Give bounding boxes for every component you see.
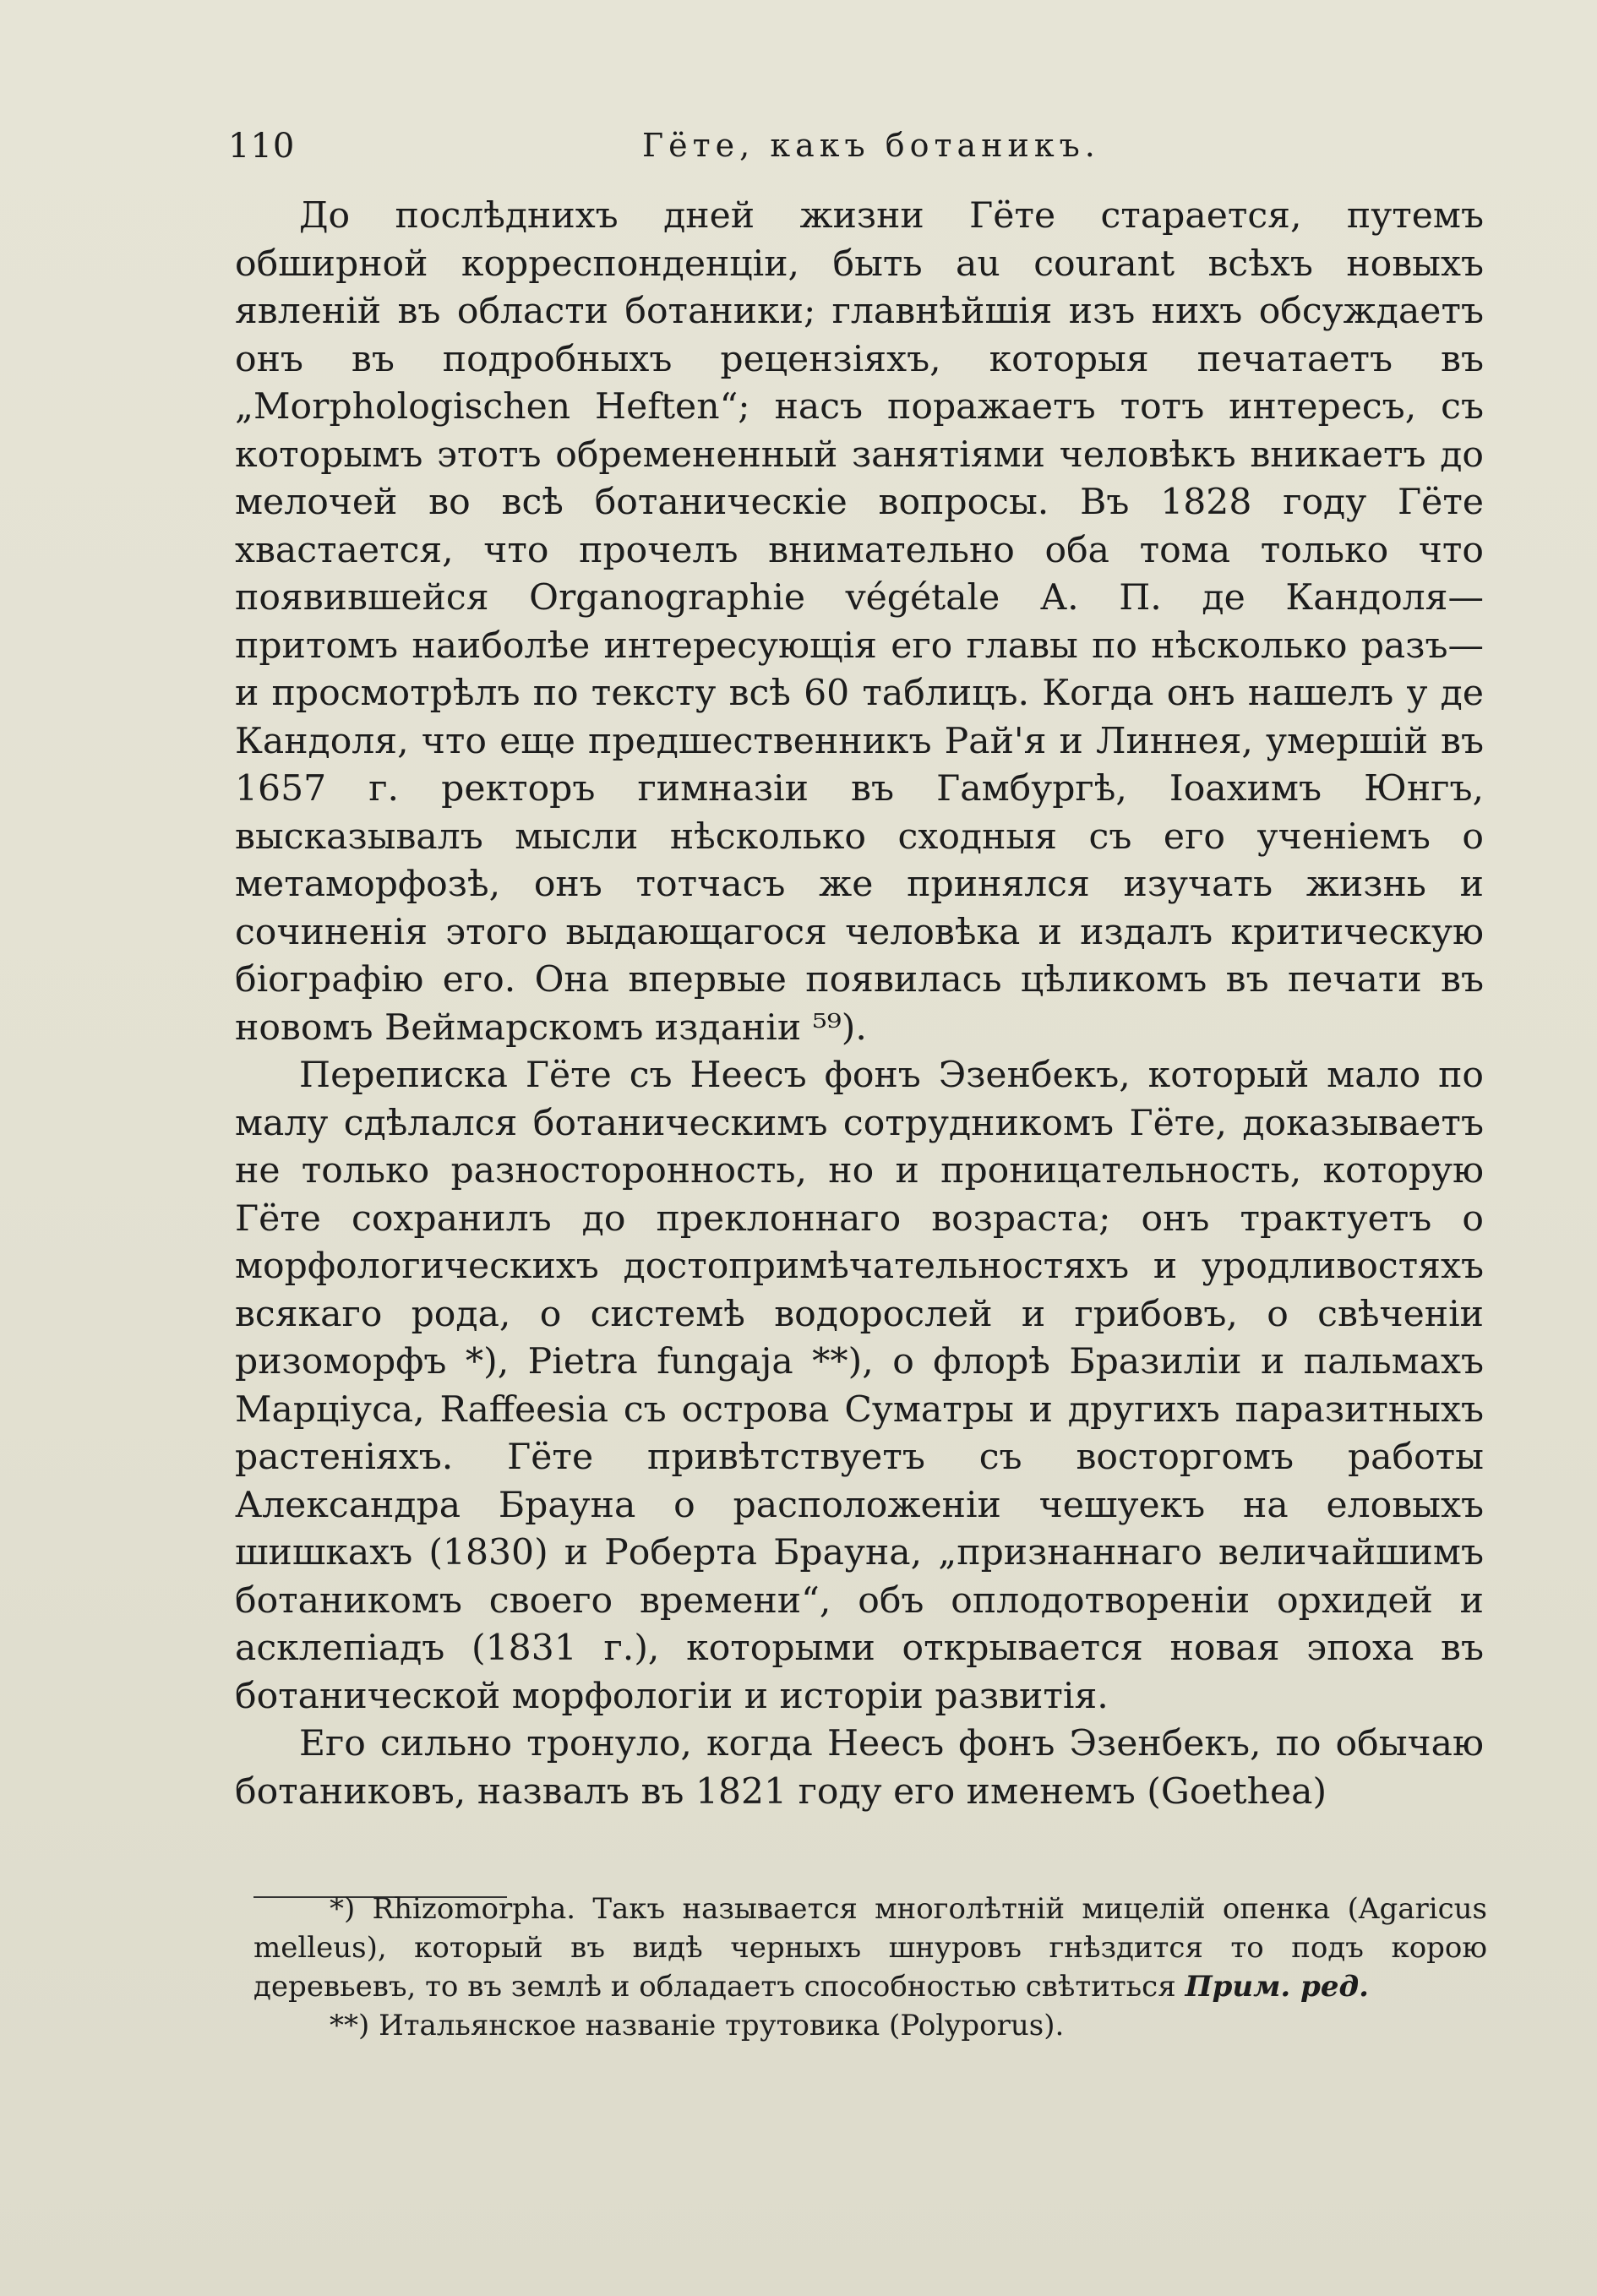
footnotes bbox=[253, 1890, 1487, 2045]
footnote-2: **) Итальянское названіе трутовика (Polyporus). bbox=[330, 2009, 1065, 2042]
paragraph-2: Переписка Гёте съ Неесъ фонъ Эзенбекъ, который мало по малу сдѣлался ботаническимъ сотрудникомъ Гёте, доказываетъ не только разносторонность, но и проницательность, которую Гёте сохранилъ до преклоннаго возраста; онъ трактуетъ о морфологическихъ достопримѣчательностяхъ и уродливостяхъ всякаго рода, о системѣ водорослей и грибовъ, о свѣченіи ризоморфъ *), Pietra fungaja **), о флорѣ Бразиліи и пальмахъ Марціуса, Raffeesia съ острова Суматры и другихъ паразитныхъ растеніяхъ. Гёте привѣтствуетъ съ восторгомъ работы Александра Брауна о расположеніи чешуекъ на еловыхъ шишкахъ (1830) и Роберта Брауна, „признаннаго величайшимъ ботаникомъ своего времени“, объ оплодотвореніи орхидей и асклепіадъ (1831 г.), которыми открывается новая эпоха въ ботанической морфологіи и исторіи развитія. bbox=[235, 1055, 1484, 1717]
page-number: 110 bbox=[228, 127, 296, 166]
running-title: Гёте, какъ ботаникъ. bbox=[642, 127, 1100, 164]
editor-note: Прим. ред. bbox=[1185, 1970, 1369, 2004]
page-header bbox=[228, 127, 1504, 177]
paragraph-3: Его сильно тронуло, когда Неесъ фонъ Эзенбекъ, по обычаю ботаниковъ, назвалъ въ 1821 году его именемъ (Goethea) bbox=[235, 1723, 1484, 1813]
footnote-1-text: *) Rhizomorpha. Такъ называется многолѣтній мицелій опенка (Agaricus melleus), который въ видѣ черныхъ шнуровъ гнѣздится то подъ корою деревьевъ, то въ землѣ и обладаетъ способностью свѣтиться bbox=[253, 1892, 1487, 2004]
footnote-1 bbox=[253, 1890, 1487, 2006]
body-text bbox=[235, 193, 1484, 1816]
paragraph-1: До послѣднихъ дней жизни Гёте старается, путемъ обширной корреспонденціи, быть au courant всѣхъ новыхъ явленій въ области ботаники; главнѣйшія изъ нихъ обсуждаетъ онъ въ подробныхъ рецензіяхъ, которыя печатаетъ въ „Morphologischen Heften“; насъ поражаетъ тотъ интересъ, съ которымъ этотъ обремененный занятіями человѣкъ вникаетъ до мелочей во всѣ ботаническіе вопросы. Въ 1828 году Гёте хвастается, что прочелъ внимательно оба тома только что появившейся Organographie végétale А. П. де Кандоля— притомъ наиболѣе интересующія его главы по нѣсколько разъ—и просмотрѣлъ по тексту всѣ 60 таблицъ. Когда онъ нашелъ у де Кандоля, что еще предшественникъ Рай'я и Линнея, умершій въ 1657 г. ректоръ гимназіи въ Гамбургѣ, Іоахимъ Юнгъ, высказывалъ мысли нѣсколько сходныя съ его ученіемъ о метаморфозѣ, онъ тотчасъ же принялся изучать жизнь и сочиненія этого выдающагося человѣка и издалъ критическую біографію его. Она впервые появилась цѣликомъ въ печати въ новомъ Веймарскомъ изданіи ⁵⁹). bbox=[235, 195, 1484, 1049]
